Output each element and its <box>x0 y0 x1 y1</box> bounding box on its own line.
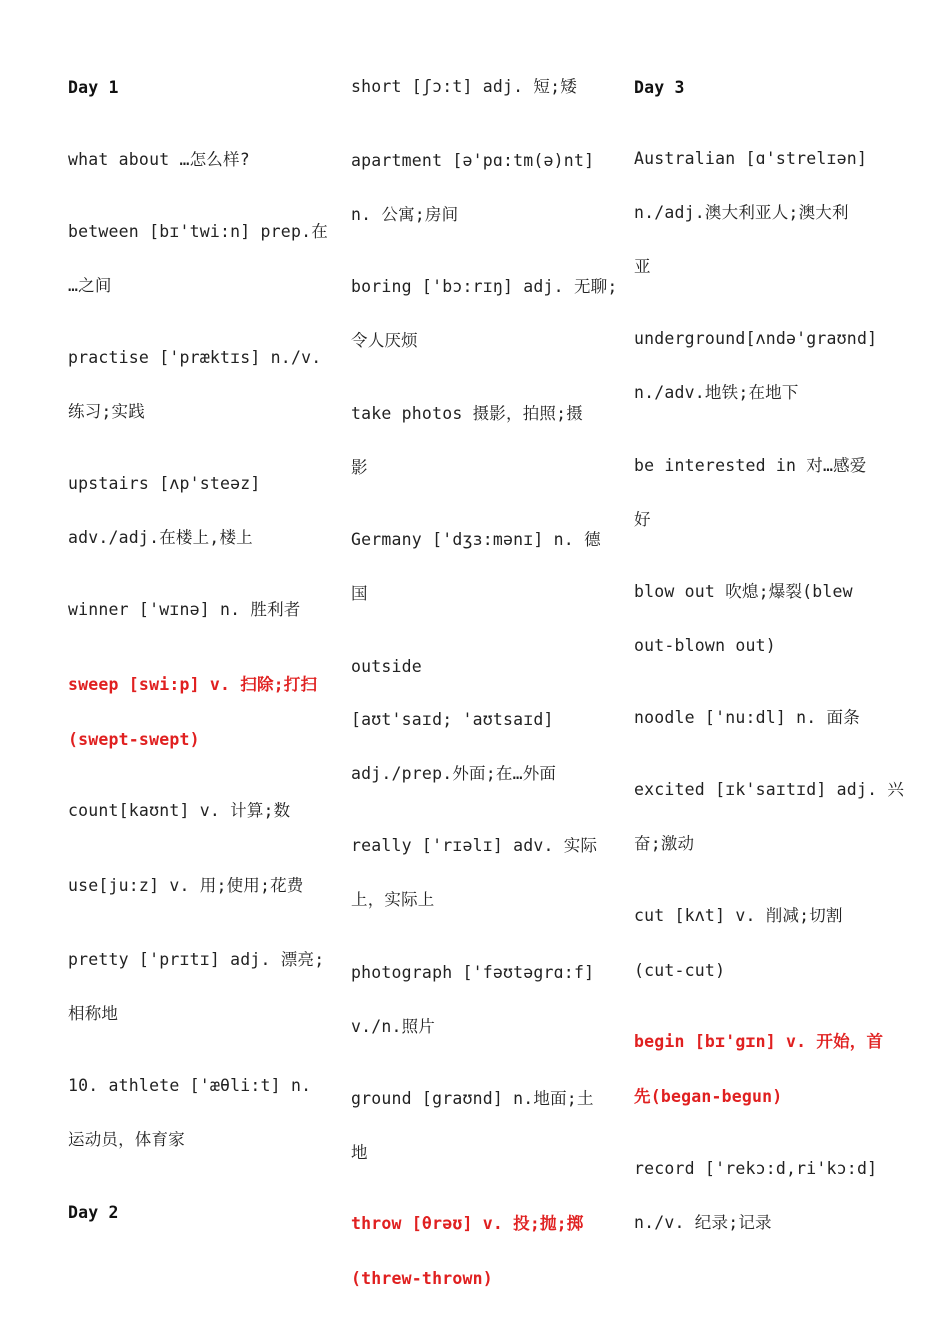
entry-throw-cont: (threw-thrown) <box>351 1269 493 1288</box>
entry-germany-cont: 国 <box>351 584 368 603</box>
entry-begin-cont: 先(began-begun) <box>634 1087 783 1106</box>
entry-record: record ['rekɔ:d,ri'kɔ:d] <box>634 1159 878 1178</box>
entry-really-cont: 上，实际上 <box>351 890 435 909</box>
entry-outside-phonetic: [aʊt'saɪd; 'aʊtsaɪd] <box>351 710 554 729</box>
entry-blow-out-cont: out-blown out) <box>634 636 776 655</box>
entry-underground: underground[ʌndə'graʊnd] <box>634 329 878 348</box>
entry-noodle: noodle ['nu:dl] n. 面条 <box>634 708 860 727</box>
entry-excited-cont: 奋;激动 <box>634 834 695 853</box>
entry-upstairs-cont: adv./adj.在楼上,楼上 <box>68 528 253 547</box>
entry-blow-out: blow out 吹熄;爆裂(blew <box>634 582 853 601</box>
entry-apartment: apartment [ə'pɑ:tm(ə)nt] <box>351 151 595 170</box>
day-1-heading: Day 1 <box>68 78 119 97</box>
entry-practise-cont: 练习;实践 <box>68 402 145 421</box>
entry-germany: Germany ['dʒɜ:mənɪ] n. 德 <box>351 530 601 549</box>
entry-what-about: what about …怎么样? <box>68 150 250 169</box>
entry-sweep: sweep [swi:p] v. 扫除;打扫 <box>68 675 318 694</box>
entry-winner: winner ['wɪnə] n. 胜利者 <box>68 600 301 619</box>
entry-apartment-cont: n. 公寓;房间 <box>351 205 459 224</box>
entry-athlete: 10. athlete ['æθli:t] n. <box>68 1076 312 1095</box>
entry-begin: begin [bɪ'gɪn] v. 开始，首 <box>634 1032 884 1051</box>
entry-record-cont: n./v. 纪录;记录 <box>634 1213 772 1232</box>
entry-cut-cont: (cut-cut) <box>634 961 726 980</box>
entry-athlete-cont: 运动员，体育家 <box>68 1130 185 1149</box>
entry-pretty-cont: 相称地 <box>68 1004 119 1023</box>
entry-be-interested-in: be interested in 对…感爱 <box>634 456 867 475</box>
entry-count: count[kaʊnt] v. 计算;数 <box>68 801 291 820</box>
entry-boring-cont: 令人厌烦 <box>351 331 418 350</box>
entry-use: use[ju:z] v. 用;使用;花费 <box>68 876 304 895</box>
entry-boring: boring ['bɔ:rɪŋ] adj. 无聊; <box>351 277 618 296</box>
entry-ground: ground [graʊnd] n.地面;土 <box>351 1089 594 1108</box>
entry-take-photos-cont: 影 <box>351 458 368 477</box>
entry-take-photos: take photos 摄影，拍照;摄 <box>351 404 583 423</box>
entry-really: really ['rɪəlɪ] adv. 实际 <box>351 836 598 855</box>
entry-australian-cont: n./adj.澳大利亚人;澳大利 <box>634 203 849 222</box>
entry-short: short [ʃɔ:t] adj. 短;矮 <box>351 77 577 96</box>
entry-outside: outside <box>351 657 422 676</box>
entry-between: between [bɪ'twi:n] prep.在 <box>68 222 328 241</box>
entry-excited: excited [ɪk'saɪtɪd] adj. 兴 <box>634 780 905 799</box>
day-3-heading: Day 3 <box>634 78 685 97</box>
entry-underground-cont: n./adv.地铁;在地下 <box>634 383 799 402</box>
entry-australian-cont2: 亚 <box>634 257 651 276</box>
entry-cut: cut [kʌt] v. 削减;切割 <box>634 906 843 925</box>
entry-pretty: pretty ['prɪtɪ] adj. 漂亮; <box>68 950 325 969</box>
day-2-heading: Day 2 <box>68 1203 119 1222</box>
entry-photograph-cont: v./n.照片 <box>351 1017 436 1036</box>
entry-australian: Australian [ɑ'strelɪən] <box>634 149 868 168</box>
entry-be-interested-in-cont: 好 <box>634 510 651 529</box>
entry-upstairs: upstairs [ʌp'steəz] <box>68 474 261 493</box>
entry-ground-cont: 地 <box>351 1143 368 1162</box>
entry-throw: throw [θrəʊ] v. 投;抛;掷 <box>351 1214 584 1233</box>
entry-sweep-cont: (swept-swept) <box>68 730 200 749</box>
entry-photograph: photograph ['fəʊtəgrɑ:f] <box>351 963 595 982</box>
entry-practise: practise ['præktɪs] n./v. <box>68 348 322 367</box>
entry-outside-cont: adj./prep.外面;在…外面 <box>351 764 557 783</box>
entry-between-cont: …之间 <box>68 276 112 295</box>
